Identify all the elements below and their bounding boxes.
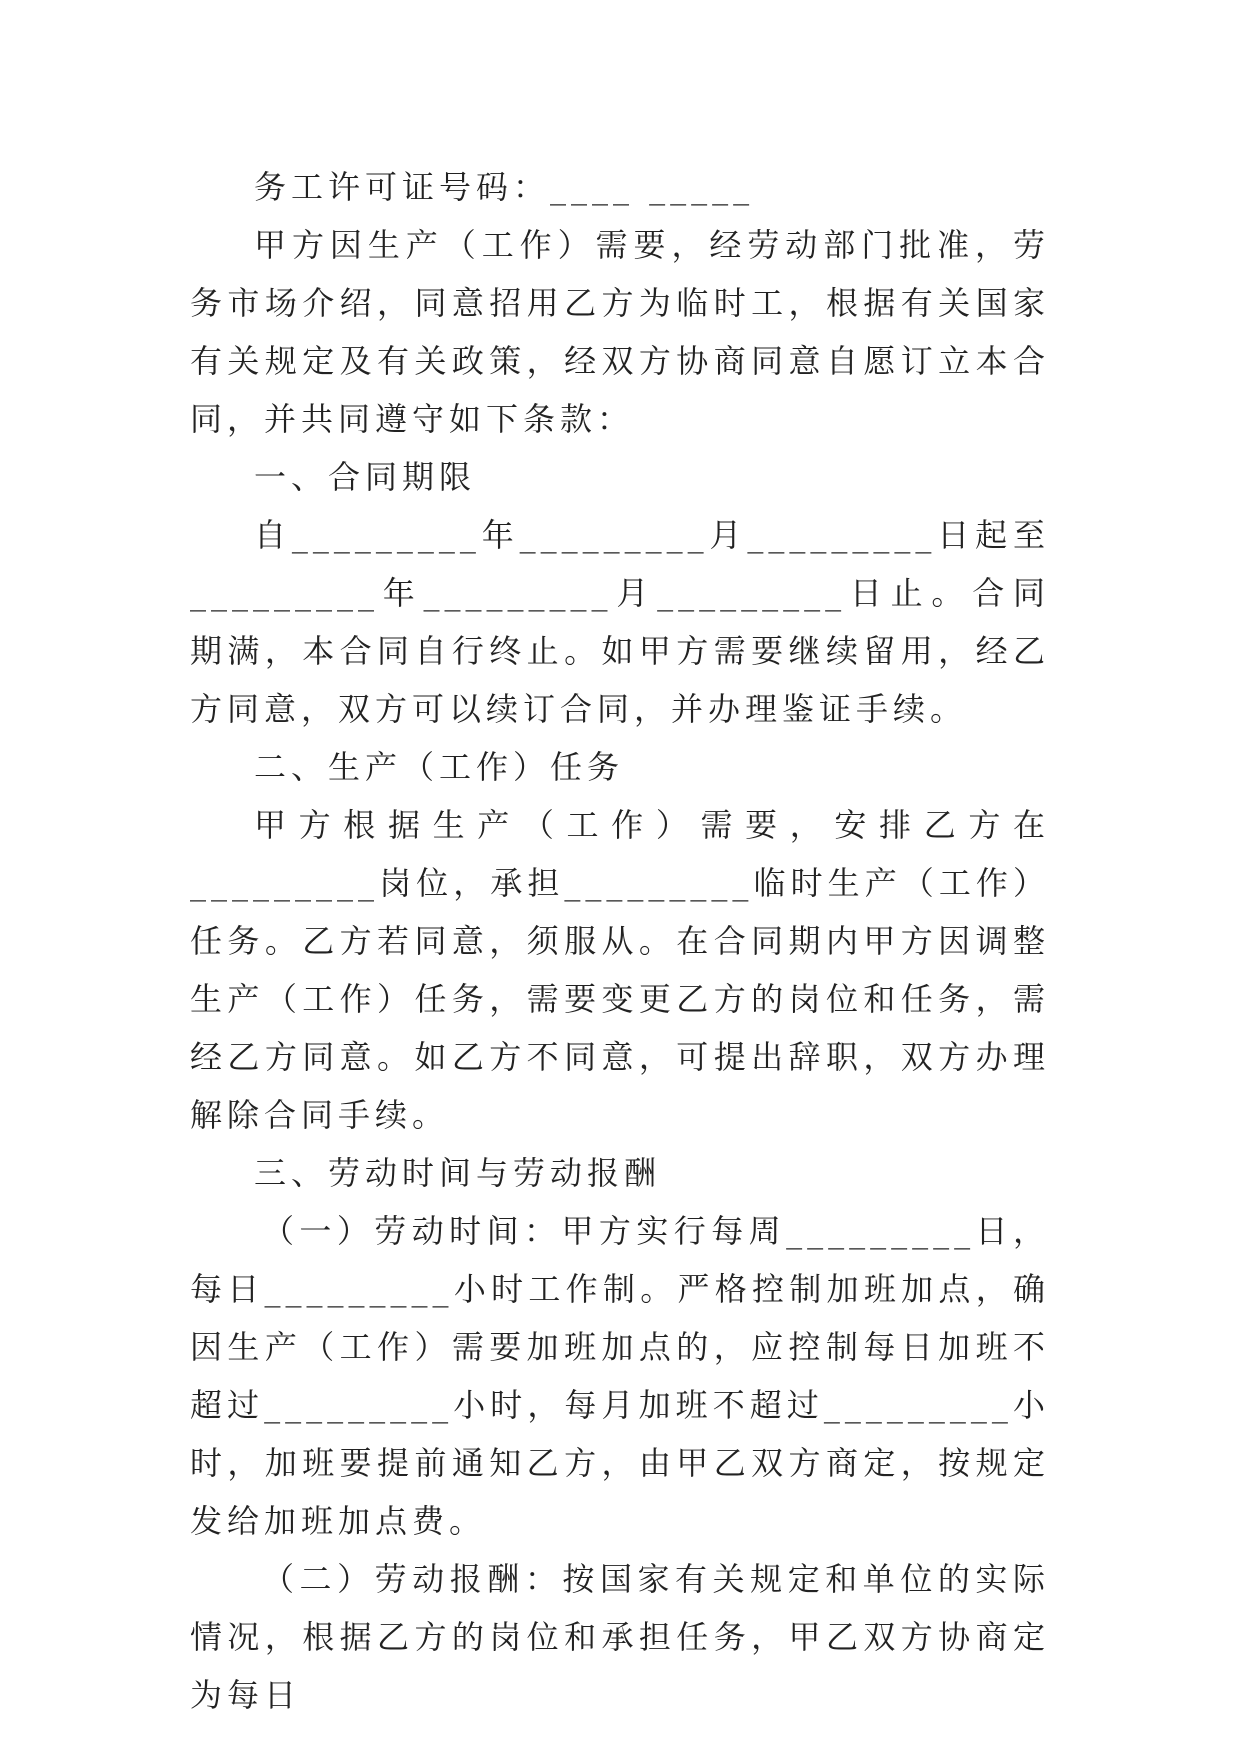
section-heading-contract-term: 一、合同期限 [254, 458, 477, 496]
work-permit-number: 务工许可证号码：____ _____ [254, 168, 755, 206]
remuneration-paragraph: （二）劳动报酬：按国家有关规定和单位的实际情况，根据乙方的岗位和承担任务，甲乙双方协商定为每日 [190, 1560, 1050, 1714]
document-body [190, 158, 1050, 1724]
contract-term-paragraph: 自_________年_________月_________日起至_________年_________月_________日止。合同期满，本合同自行终止。如甲方需要继续留用，经乙方同意，双方可以续订合同，并办理鉴证手续。 [190, 516, 1050, 728]
preamble-paragraph: 甲方因生产（工作）需要，经劳动部门批准，劳务市场介绍，同意招用乙方为临时工，根据有关国家有关规定及有关政策，经双方协商同意自愿订立本合同，并共同遵守如下条款： [190, 226, 1050, 438]
work-tasks-paragraph: 甲方根据生产（工作）需要，安排乙方在_________岗位，承担_________临时生产（工作）任务。乙方若同意，须服从。在合同期内甲方因调整生产（工作）任务，需要变更乙方的岗位和任务，需经乙方同意。如乙方不同意，可提出辞职，双方办理解除合同手续。 [190, 806, 1050, 1134]
section-heading-work-tasks: 二、生产（工作）任务 [254, 748, 625, 786]
section-heading-hours-and-pay: 三、劳动时间与劳动报酬 [254, 1154, 662, 1192]
working-hours-paragraph: （一）劳动时间：甲方实行每周_________日，每日_________小时工作制。严格控制加班加点，确因生产（工作）需要加班加点的，应控制每日加班不超过_________小时，每月加班不超过_________小时，加班要提前通知乙方，由甲乙双方商定，按规定发给加班加点费。 [190, 1212, 1050, 1540]
